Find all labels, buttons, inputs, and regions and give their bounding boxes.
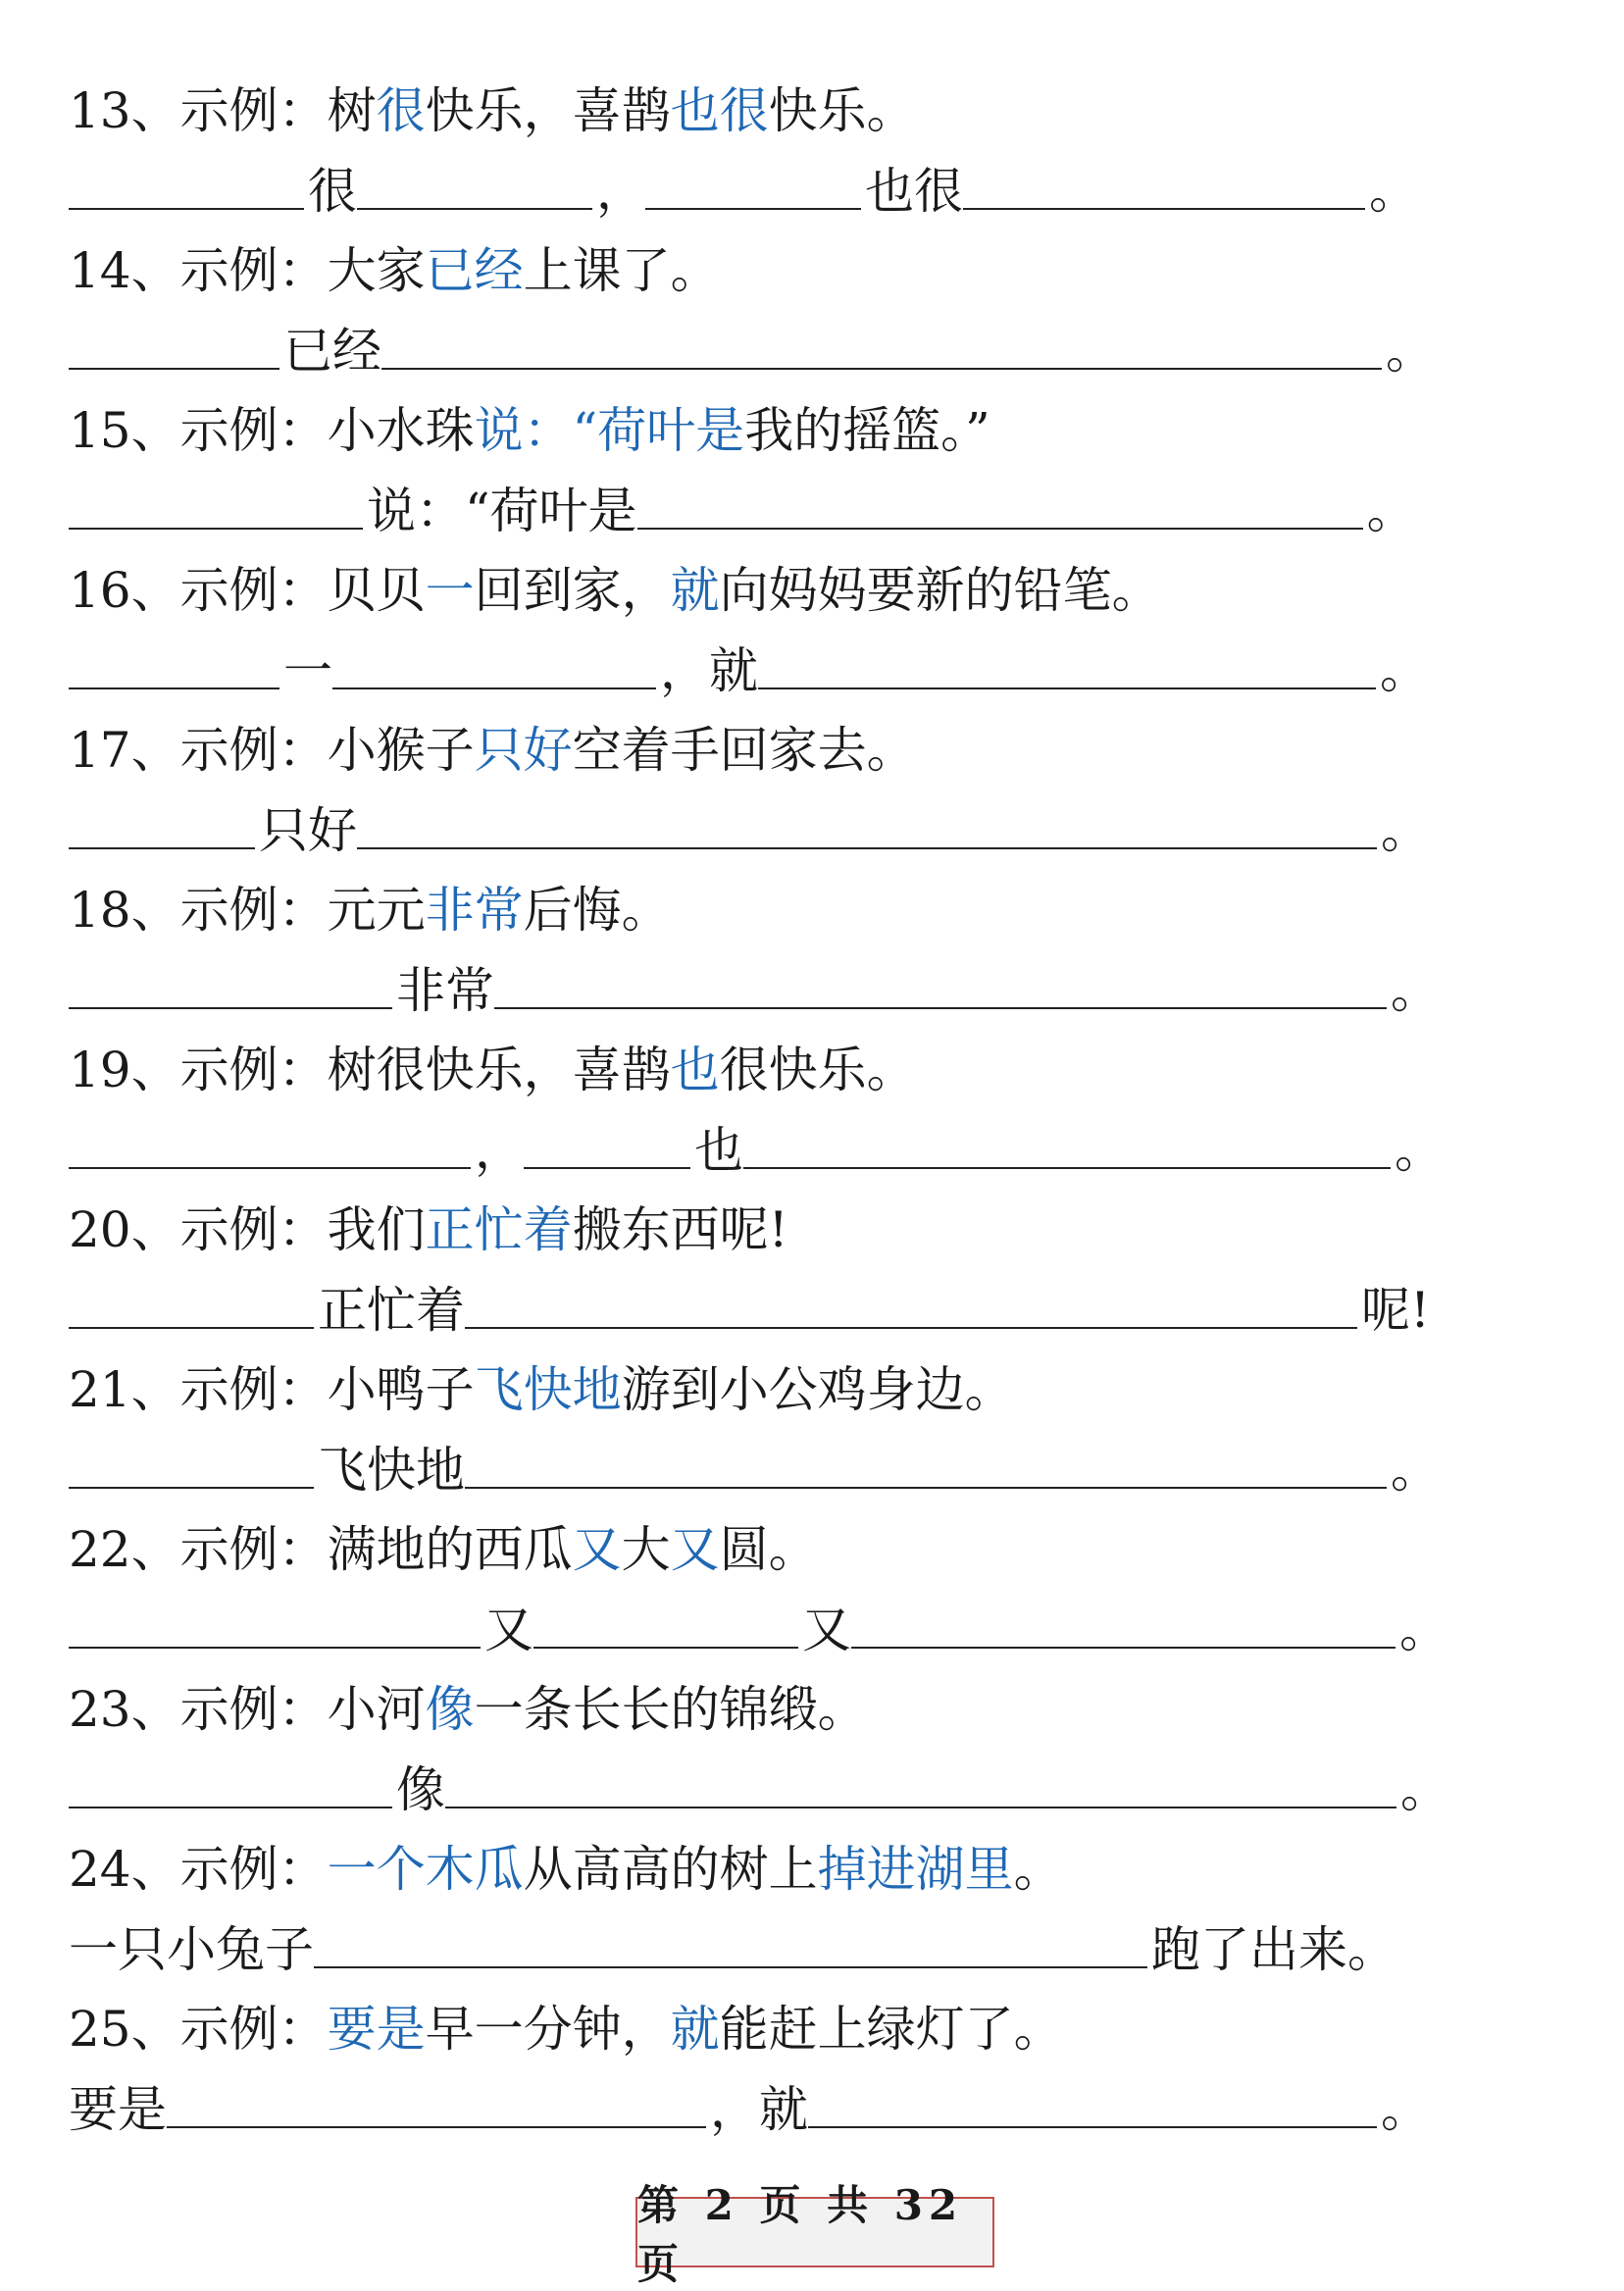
example-text: 25、示例： bbox=[69, 2001, 328, 2058]
answer-prompt-text: 已经 bbox=[283, 323, 381, 380]
example-sentence bbox=[69, 1675, 1461, 1744]
example-text: 空着手回家去。 bbox=[572, 722, 916, 779]
example-text: 24、示例： bbox=[69, 1841, 328, 1898]
fill-in-blank[interactable] bbox=[465, 1327, 1357, 1329]
highlighted-keyword: 掉进湖里 bbox=[817, 1841, 1014, 1898]
answer-prompt-text: 一只小兔子 bbox=[69, 1921, 314, 1978]
answer-prompt-text: 正忙着 bbox=[318, 1282, 465, 1339]
example-text: 圆。 bbox=[719, 1521, 818, 1578]
fill-in-blank[interactable] bbox=[332, 687, 656, 689]
answer-prompt-text: 。 bbox=[1369, 163, 1418, 220]
example-sentence bbox=[69, 1995, 1461, 2063]
example-text: 后悔。 bbox=[523, 882, 671, 939]
highlighted-keyword: 一 bbox=[425, 562, 475, 619]
example-sentence bbox=[69, 236, 1461, 305]
fill-in-blank[interactable] bbox=[69, 528, 363, 530]
highlighted-keyword: 就 bbox=[670, 562, 720, 619]
fill-in-blank[interactable] bbox=[494, 1007, 1387, 1009]
example-sentence bbox=[69, 1515, 1461, 1584]
example-sentence bbox=[69, 716, 1461, 785]
answer-prompt-text: 也 bbox=[694, 1122, 743, 1179]
example-sentence bbox=[69, 76, 1461, 145]
example-text: 能赶上绿灯了。 bbox=[719, 2001, 1063, 2058]
fill-in-blank[interactable] bbox=[637, 528, 1363, 530]
answer-line bbox=[69, 636, 1461, 705]
fill-in-blank[interactable] bbox=[69, 1167, 471, 1169]
fill-in-blank[interactable] bbox=[314, 1966, 1147, 1968]
example-sentence bbox=[69, 556, 1461, 625]
answer-prompt-text: 非常 bbox=[396, 962, 494, 1019]
answer-line bbox=[69, 796, 1461, 865]
example-text: 19、示例：树很快乐，喜鹊 bbox=[69, 1042, 671, 1098]
answer-prompt-text: 。 bbox=[1381, 2081, 1430, 2138]
example-text: 快乐，喜鹊 bbox=[425, 82, 671, 139]
answer-prompt-text: 。 bbox=[1395, 1122, 1444, 1179]
fill-in-blank[interactable] bbox=[167, 2126, 706, 2128]
highlighted-keyword: 也很 bbox=[670, 82, 769, 139]
answer-prompt-text: 。 bbox=[1380, 642, 1429, 699]
example-text: 快乐。 bbox=[768, 82, 916, 139]
highlighted-keyword: 非常 bbox=[425, 882, 524, 939]
example-text: 16、示例：贝贝 bbox=[69, 562, 426, 619]
answer-prompt-text: 。 bbox=[1386, 323, 1435, 380]
fill-in-blank[interactable] bbox=[465, 1487, 1387, 1489]
example-text: 从高高的树上 bbox=[523, 1841, 818, 1898]
fill-in-blank[interactable] bbox=[69, 1487, 314, 1489]
highlighted-keyword: 说：“荷叶是 bbox=[474, 402, 745, 459]
example-text: 我的摇篮。” bbox=[744, 402, 990, 459]
fill-in-blank[interactable] bbox=[69, 687, 279, 689]
answer-line bbox=[69, 1756, 1461, 1824]
answer-prompt-text: ，就 bbox=[660, 642, 758, 699]
answer-line bbox=[69, 1116, 1461, 1185]
fill-in-blank[interactable] bbox=[445, 1807, 1396, 1808]
example-text: 22、示例：满地的西瓜 bbox=[69, 1521, 573, 1578]
page-number-footer bbox=[635, 2181, 994, 2288]
example-sentence bbox=[69, 1835, 1461, 1904]
answer-prompt-text: 。 bbox=[1391, 962, 1440, 1019]
highlighted-keyword: 一个木瓜 bbox=[327, 1841, 524, 1898]
highlighted-keyword: 也 bbox=[670, 1042, 720, 1098]
fill-in-blank[interactable] bbox=[69, 1807, 392, 1808]
example-text: 回到家， bbox=[474, 562, 671, 619]
answer-prompt-text: 很 bbox=[308, 163, 357, 220]
answer-prompt-text: ， bbox=[596, 163, 645, 220]
answer-prompt-text: 像 bbox=[396, 1761, 445, 1818]
answer-prompt-text: 一 bbox=[283, 642, 332, 699]
example-text: 一条长长的锦缎。 bbox=[474, 1681, 867, 1738]
answer-prompt-text: 又 bbox=[802, 1602, 851, 1658]
answer-prompt-text: 说：“荷叶是 bbox=[367, 483, 637, 539]
answer-prompt-text: 。 bbox=[1399, 1602, 1448, 1658]
fill-in-blank[interactable] bbox=[758, 687, 1376, 689]
example-text: 上课了。 bbox=[523, 242, 720, 299]
fill-in-blank[interactable] bbox=[645, 208, 861, 210]
answer-prompt-text: 。 bbox=[1366, 483, 1416, 539]
answer-prompt-text: 又 bbox=[484, 1602, 533, 1658]
answer-prompt-text: 。 bbox=[1400, 1761, 1449, 1818]
answer-line bbox=[69, 157, 1461, 226]
fill-in-blank[interactable] bbox=[357, 847, 1377, 849]
example-sentence bbox=[69, 876, 1461, 944]
highlighted-keyword: 像 bbox=[425, 1681, 475, 1738]
fill-in-blank[interactable] bbox=[357, 208, 592, 210]
fill-in-blank[interactable] bbox=[851, 1647, 1396, 1649]
answer-line bbox=[69, 317, 1461, 385]
answer-line bbox=[69, 1596, 1461, 1664]
answer-prompt-text: 。 bbox=[1381, 802, 1430, 859]
example-text: 大 bbox=[621, 1521, 671, 1578]
answer-prompt-text: 。 bbox=[1391, 1442, 1440, 1499]
answer-prompt-text: 跑了出来。 bbox=[1151, 1921, 1396, 1978]
highlighted-keyword: 正忙着 bbox=[425, 1201, 573, 1258]
highlighted-keyword: 飞快地 bbox=[474, 1361, 622, 1418]
fill-in-blank[interactable] bbox=[533, 1647, 798, 1649]
page-number-label: 第 2 页 共 32 页 bbox=[637, 2181, 964, 2288]
example-text: 游到小公鸡身边。 bbox=[621, 1361, 1014, 1418]
fill-in-blank[interactable] bbox=[963, 208, 1365, 210]
answer-line bbox=[69, 477, 1461, 545]
fill-in-blank[interactable] bbox=[808, 2126, 1377, 2128]
answer-prompt-text: 呢! bbox=[1361, 1282, 1431, 1339]
answer-prompt-text: 要是 bbox=[69, 2081, 167, 2138]
example-text: 13、示例：树 bbox=[69, 82, 377, 139]
example-text: 17、示例：小猴子 bbox=[69, 722, 475, 779]
example-sentence bbox=[69, 1196, 1461, 1264]
fill-in-blank[interactable] bbox=[381, 368, 1382, 370]
fill-in-blank[interactable] bbox=[69, 1007, 392, 1009]
highlighted-keyword: 又 bbox=[572, 1521, 622, 1578]
example-text: 20、示例：我们 bbox=[69, 1201, 426, 1258]
answer-prompt-text: ，就 bbox=[710, 2081, 808, 2138]
example-text: 很快乐。 bbox=[719, 1042, 916, 1098]
fill-in-blank[interactable] bbox=[69, 208, 304, 210]
example-sentence bbox=[69, 396, 1461, 465]
example-text: 14、示例：大家 bbox=[69, 242, 426, 299]
example-sentence bbox=[69, 1355, 1461, 1424]
answer-line bbox=[69, 1436, 1461, 1504]
highlighted-keyword: 只好 bbox=[474, 722, 573, 779]
answer-line bbox=[69, 2075, 1461, 2144]
fill-in-blank[interactable] bbox=[69, 1327, 314, 1329]
answer-prompt-text: 飞快地 bbox=[318, 1442, 465, 1499]
highlighted-keyword: 很 bbox=[376, 82, 426, 139]
answer-line bbox=[69, 1276, 1461, 1345]
fill-in-blank[interactable] bbox=[69, 1647, 481, 1649]
highlighted-keyword: 已经 bbox=[425, 242, 524, 299]
example-text: 搬东西呢! bbox=[572, 1201, 788, 1258]
fill-in-blank[interactable] bbox=[69, 847, 255, 849]
example-text: 15、示例：小水珠 bbox=[69, 402, 475, 459]
fill-in-blank[interactable] bbox=[743, 1167, 1391, 1169]
highlighted-keyword: 就 bbox=[670, 2001, 720, 2058]
example-text: 向妈妈要新的铅笔。 bbox=[719, 562, 1161, 619]
example-sentence bbox=[69, 1036, 1461, 1104]
highlighted-keyword: 又 bbox=[670, 1521, 720, 1578]
answer-prompt-text: 也很 bbox=[865, 163, 963, 220]
answer-line bbox=[69, 956, 1461, 1025]
fill-in-blank[interactable] bbox=[69, 368, 279, 370]
highlighted-keyword: 要是 bbox=[327, 2001, 426, 2058]
answer-line bbox=[69, 1915, 1461, 1984]
example-text: 21、示例：小鸭子 bbox=[69, 1361, 475, 1418]
example-text: 早一分钟， bbox=[425, 2001, 671, 2058]
example-text: 。 bbox=[1013, 1841, 1063, 1898]
answer-prompt-text: ， bbox=[475, 1122, 524, 1179]
fill-in-blank[interactable] bbox=[524, 1167, 690, 1169]
answer-prompt-text: 只好 bbox=[259, 802, 357, 859]
example-text: 23、示例：小河 bbox=[69, 1681, 426, 1738]
example-text: 18、示例：元元 bbox=[69, 882, 426, 939]
